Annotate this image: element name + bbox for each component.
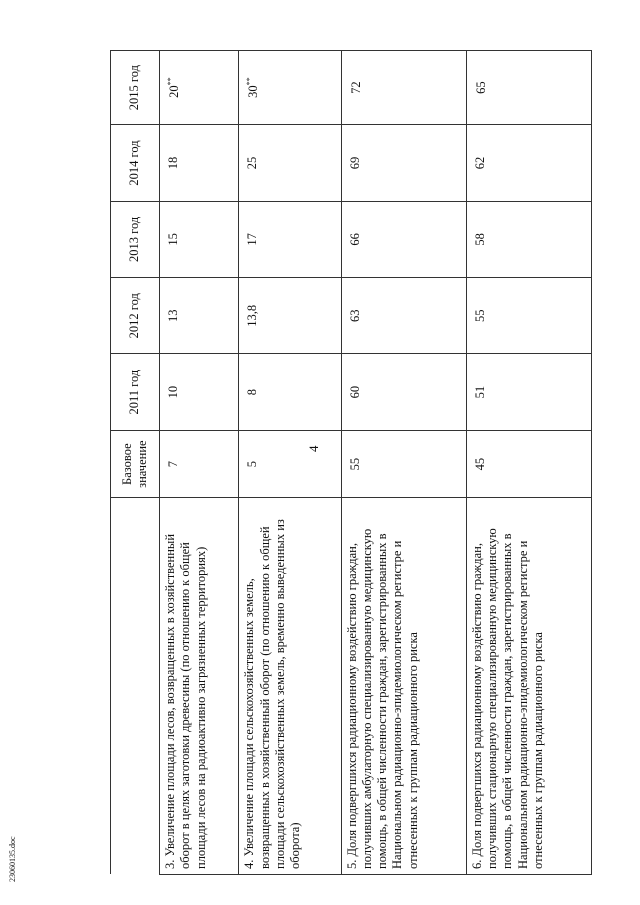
header-base-value: Базовое значение: [111, 430, 160, 498]
value-2014-cell: 25: [239, 125, 341, 201]
base-value-cell: 5: [239, 430, 341, 498]
table-row: [466, 51, 591, 875]
value-2014-cell: 69: [341, 125, 466, 201]
value-2011-cell: 60: [341, 354, 466, 430]
header-2012: 2012 год: [111, 278, 160, 354]
indicator-cell: 6. Доля подвергшихся радиационному воздействию граждан, получивших стационарную специализированную медицинскую помощь, в общей численности граждан, зарегистрированных в Национальном радиационно-эпидемиологическом регистре и отнесенных к группам радиационного риска: [466, 498, 591, 875]
value-2013-cell: 15: [160, 201, 239, 277]
value-2015: 65: [473, 81, 488, 94]
value-2015: 72: [348, 81, 363, 94]
value-2012-cell: 63: [341, 278, 466, 354]
value-2012-cell: 13: [160, 278, 239, 354]
value-2013-cell: 58: [466, 201, 591, 277]
footnote-marker: **: [245, 77, 255, 86]
base-value-cell: 7: [160, 430, 239, 498]
header-2013: 2013 год: [111, 201, 160, 277]
header-2014: 2014 год: [111, 125, 160, 201]
indicator-table: [110, 50, 592, 875]
value-2015-cell: [341, 51, 466, 125]
table-row: [160, 51, 239, 875]
indicator-cell: 4. Увеличение площади сельскохозяйственных земель, возвращенных в хозяйственный оборот (по отношению к общей площади сельскохозяйственных земель, временно выведенных из оборота): [239, 498, 341, 875]
value-2015-cell: [239, 51, 341, 125]
value-2011-cell: 51: [466, 354, 591, 430]
value-2011-cell: 8: [239, 354, 341, 430]
header-2015: 2015 год: [111, 51, 160, 125]
value-2015-cell: [160, 51, 239, 125]
table-row: [239, 51, 341, 875]
value-2012-cell: 13,8: [239, 278, 341, 354]
value-2012-cell: 55: [466, 278, 591, 354]
value-2014-cell: 18: [160, 125, 239, 201]
value-2013-cell: 17: [239, 201, 341, 277]
table-row: [341, 51, 466, 875]
page-number: 4: [306, 445, 321, 452]
table-header-row: [111, 51, 160, 875]
value-2013-cell: 66: [341, 201, 466, 277]
footer-file-name: 23060135.doc: [8, 836, 17, 882]
base-value-cell: 45: [466, 430, 591, 498]
header-2011: 2011 год: [111, 354, 160, 430]
value-2011-cell: 10: [160, 354, 239, 430]
base-value-cell: 55: [341, 430, 466, 498]
header-indicator: [111, 498, 160, 875]
indicator-cell: 5. Доля подвергшихся радиационному воздействию граждан, получивших амбулаторную специализированную медицинскую помощь, в общей численности граждан, зарегистрированных в Национальном радиационно-эпидемиологическом регистре и отнесенных к группам радиационного риска: [341, 498, 466, 875]
value-2015: 20: [167, 85, 182, 98]
indicator-table-container: [110, 50, 592, 875]
indicator-cell: 3. Увеличение площади лесов, возвращенных в хозяйственный оборот в целях заготовки древесины (по отношению к общей площади лесов на радиоактивно загрязненных территориях): [160, 498, 239, 875]
value-2014-cell: 62: [466, 125, 591, 201]
value-2015-cell: [466, 51, 591, 125]
footnote-marker: **: [166, 77, 175, 86]
value-2015: 30: [246, 85, 261, 98]
